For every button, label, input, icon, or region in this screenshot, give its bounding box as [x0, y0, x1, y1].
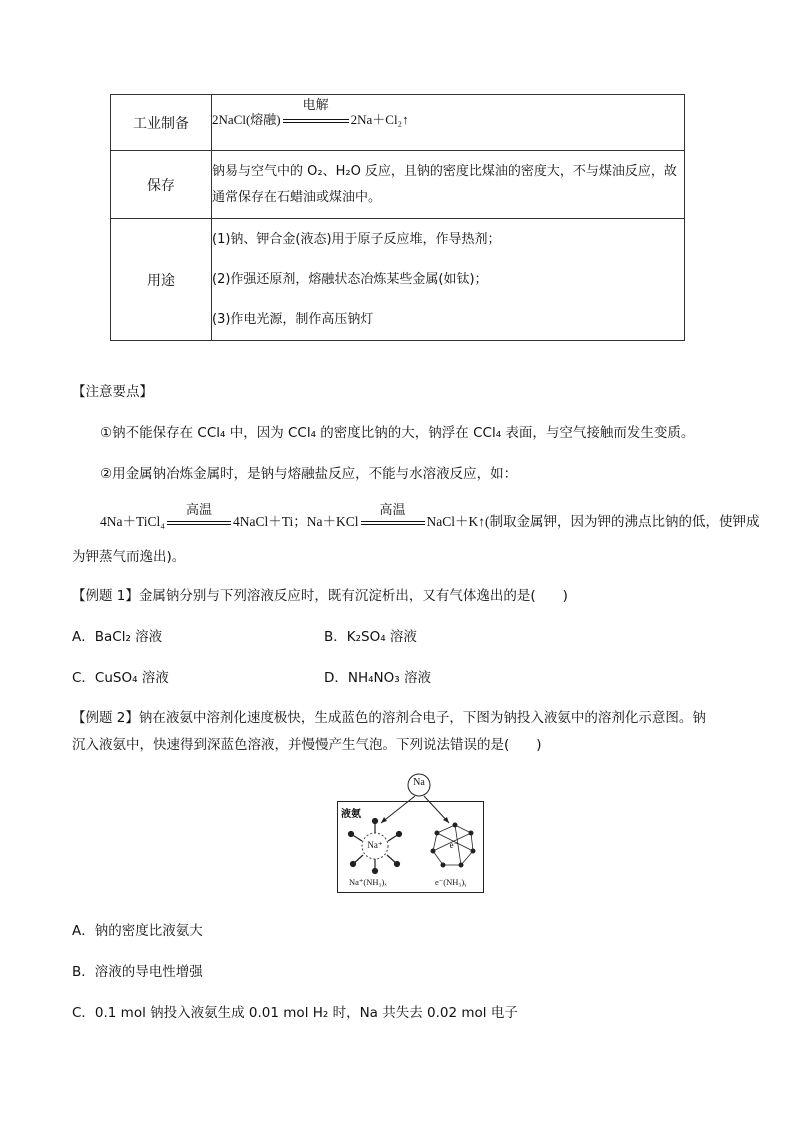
electron-label: e⁻ [449, 840, 459, 850]
equation-2-condition: 高温 [379, 502, 406, 517]
row-label-uses: 用途 [111, 219, 212, 341]
equation-1-left: 4Na＋TiCl₄ [100, 514, 165, 529]
equation-1-right: 4NaCl＋Ti；Na＋KCl [232, 514, 359, 529]
row-content-preparation [212, 95, 685, 151]
row-content-uses [212, 219, 685, 341]
use-item: (1)钠、钾合金(液态)用于原子反应堆，作导热剂； [212, 231, 501, 247]
properties-table [110, 94, 685, 341]
use-item: (2)作强还原剂，熔融状态冶炼某些金属(如钛)； [212, 271, 488, 287]
example-2-stem-line-1: 【例题 2】钠在液氨中溶剂化速度极快，生成蓝色的溶剂合电子，下图为钠投入液氨中的溶剂化示意图。钠 [72, 710, 706, 726]
row-content-storage: 钠易与空气中的 O₂、H₂O 反应，且钠的密度比煤油的密度大，不与煤油反应，故通常保存在石蜡油或煤油中。 [212, 151, 685, 219]
equation-continuation: 为钾蒸气而逸出)。 [72, 549, 186, 565]
high-temp-arrow-1 [167, 502, 231, 530]
solvated-sodium-caption: Na⁺(NH₃)ₓ [349, 877, 387, 887]
high-temp-arrow-2 [361, 502, 425, 530]
example-2-stem-line-2: 沉入液氨中，快速得到深蓝色溶液，并慢慢产生气泡。下列说法错误的是( ) [72, 737, 542, 753]
example-1-option-a[interactable]: A．BaCl₂ 溶液 [72, 629, 163, 645]
sodium-ion-label: Na⁺ [367, 840, 383, 850]
electrolysis-arrow [283, 97, 349, 133]
na-atom-label: Na [413, 777, 425, 788]
example-2-option-a[interactable]: A．钠的密度比液氨大 [72, 923, 203, 939]
equation-line [100, 502, 760, 530]
example-1-option-c[interactable]: C．CuSO₄ 溶液 [72, 670, 169, 686]
row-label-storage: 保存 [111, 151, 212, 219]
example-1-stem: 【例题 1】金属钠分别与下列溶液反应时，既有沉淀析出，又有气体逸出的是( ) [72, 588, 568, 604]
equation-1-condition: 高温 [185, 502, 212, 517]
note-point-1: ①钠不能保存在 CCl₄ 中，因为 CCl₄ 的密度比钠的大，钠浮在 CCl₄ 表面，与空气接触而发生变质。 [100, 425, 695, 441]
electrolysis-condition: 电解 [302, 97, 329, 112]
example-1-option-b[interactable]: B．K₂SO₄ 溶液 [324, 629, 417, 645]
use-item: (3)作电光源，制作高压钠灯 [212, 311, 374, 327]
solvation-diagram [337, 771, 484, 893]
preparation-reactant: 2NaCl(熔融) [212, 112, 281, 127]
liquid-ammonia-label: 液氨 [341, 809, 361, 820]
solvated-electron-caption: e⁻(NH₃)ᵧ [435, 877, 467, 887]
example-2-option-b[interactable]: B．溶液的导电性增强 [72, 964, 203, 980]
solvation-diagram-svg [337, 771, 484, 893]
notes-heading: 【注意要点】 [72, 384, 153, 400]
preparation-product: 2Na＋Cl₂↑ [350, 112, 409, 127]
equation-2-right: NaCl＋K↑(制取金属钾，因为钾的沸点比钠的低，使钾成 [426, 514, 760, 529]
row-label-preparation: 工业制备 [111, 95, 212, 151]
example-2-option-c[interactable]: C．0.1 mol 钠投入液氨生成 0.01 mol H₂ 时，Na 共失去 0.02 mol 电子 [72, 1005, 518, 1021]
example-1-option-d[interactable]: D．NH₄NO₃ 溶液 [324, 670, 431, 686]
note-point-2: ②用金属钠冶炼金属时，是钠与熔融盐反应，不能与水溶液反应，如： [100, 466, 518, 482]
